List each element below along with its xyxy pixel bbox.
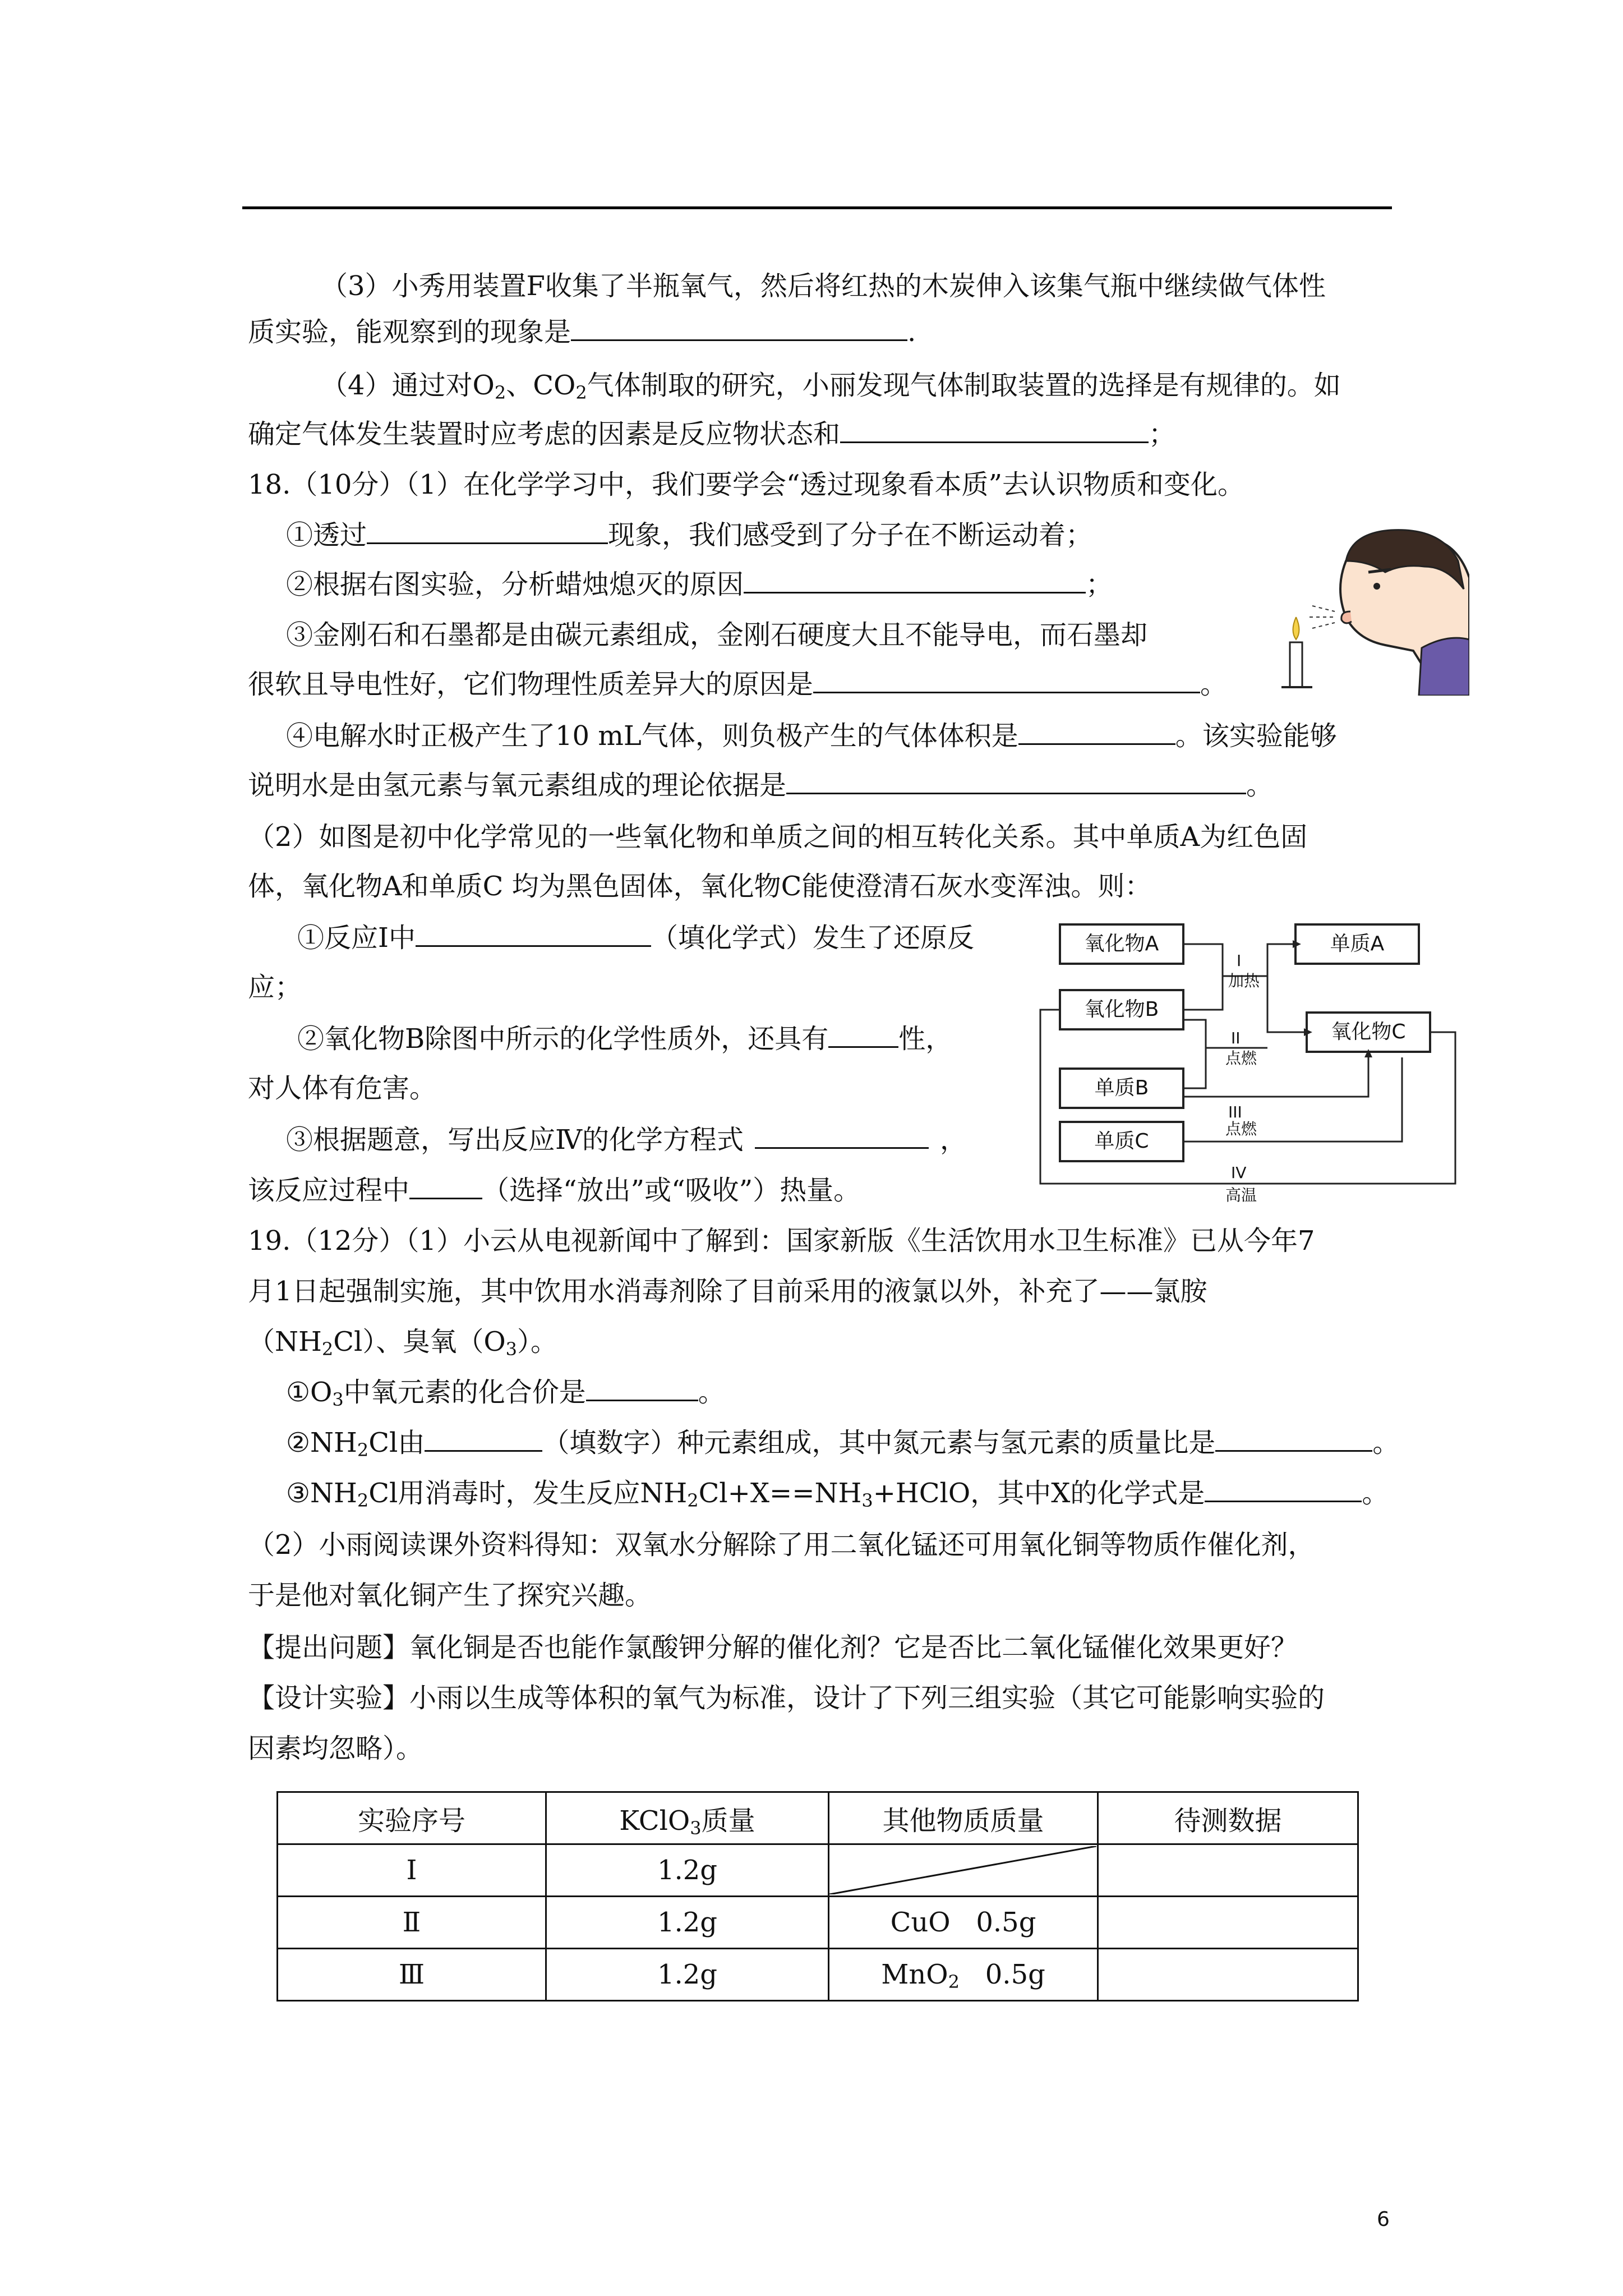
- table-cell: MnO$_2$ 0.5g: [829, 1949, 1098, 2001]
- boy-blowing-candle-illustration: [1279, 527, 1469, 696]
- reaction-iii-number: III: [1228, 1103, 1242, 1121]
- q19-item1: $①O_3$中氧元素的化合价是 。: [286, 1374, 725, 1410]
- q18-item3-line1: ③金刚石和石墨都是由碳元素组成，金刚石硬度大且不能导电，而石墨却: [286, 619, 1148, 651]
- element-c-label: 单质C: [1094, 1130, 1149, 1153]
- answer-blank[interactable]: [586, 1375, 698, 1401]
- header-rule: [242, 206, 1392, 209]
- answer-blank[interactable]: [755, 1122, 929, 1149]
- table-row: [278, 1897, 1358, 1949]
- q18-item1: ①透过 现象，我们感受到了分子在不断运动着；: [286, 517, 1092, 553]
- q19-design-line1: 【设计实验】小雨以生成等体积的氧气为标准，设计了下列三组实验（其它可能影响实验的: [248, 1682, 1325, 1714]
- answer-blank[interactable]: [1018, 719, 1175, 745]
- reaction-iv-number: IV: [1231, 1163, 1247, 1182]
- table-cell: 1.2g: [546, 1949, 828, 2001]
- reaction-i-condition: 加热: [1228, 972, 1260, 990]
- answer-blank[interactable]: [367, 518, 608, 544]
- table-cell: [1098, 1949, 1358, 2001]
- q18-p2-item2-cont: 对人体有危害。: [248, 1073, 437, 1104]
- element-a-label: 单质A: [1330, 932, 1385, 955]
- answer-blank[interactable]: [744, 567, 1086, 593]
- q17-part3-line2: 质实验，能观察到的现象是 .: [248, 314, 916, 350]
- answer-blank[interactable]: [1205, 1476, 1362, 1502]
- answer-blank[interactable]: [840, 417, 1149, 443]
- conversion-diagram: [1038, 920, 1469, 1212]
- reaction-ii-condition: 点燃: [1225, 1049, 1257, 1068]
- oxide-c-label: 氧化物C: [1331, 1020, 1406, 1043]
- q19-item2: $②NH_2Cl$由 （填数字）种元素组成，其中氮元素与氢元素的质量比是 。: [286, 1425, 1399, 1461]
- q18-p2-item1: ①反应Ⅰ中 （填化学式）发生了还原反: [297, 920, 974, 956]
- table-row: [278, 1844, 1358, 1897]
- reaction-i-to-oxide-c: [1267, 976, 1304, 1032]
- q19-item3: $③NH_2Cl$用消毒时，发生反应$NH_2Cl+X==NH_3+HClO$，其中X的化学式是 。: [286, 1475, 1389, 1511]
- answer-blank[interactable]: [1215, 1425, 1372, 1452]
- table-cell: Ⅱ: [278, 1897, 546, 1949]
- table-row: [278, 1949, 1358, 2001]
- answer-blank[interactable]: [828, 1022, 898, 1048]
- table-cell: 1.2g: [546, 1897, 828, 1949]
- q19-header-line2: 月1日起强制实施，其中饮用水消毒剂除了目前采用的液氯以外，补充了——氯胺: [248, 1276, 1207, 1307]
- oxide-b-label: 氧化物B: [1084, 998, 1159, 1021]
- answer-blank[interactable]: [813, 667, 1200, 693]
- reaction-ii-number: II: [1231, 1029, 1241, 1047]
- diagonal-slash: [829, 1846, 1096, 1894]
- table-cell-empty-slashed: [829, 1844, 1098, 1897]
- reaction-ii-from-element-b: [1183, 1048, 1206, 1088]
- q19-part2-line1: （2）小雨阅读课外资料得知：双氧水分解除了用二氧化锰还可用氧化铜等物质作催化剂，: [248, 1529, 1315, 1561]
- q17-part3-line1: （3）小秀用装置F收集了半瓶氧气，然后将红热的木炭伸入该集气瓶中继续做气体性: [321, 270, 1326, 302]
- answer-blank[interactable]: [786, 768, 1246, 794]
- table-header-cell: 其他物质质量: [829, 1792, 1098, 1844]
- q19-part2-line2: 于是他对氧化铜产生了探究兴趣。: [248, 1580, 652, 1611]
- reaction-iii-condition: 点燃: [1225, 1120, 1257, 1138]
- table-header-cell: 待测数据: [1098, 1792, 1358, 1844]
- q18-item4-line2: 说明水是由氢元素与氧元素组成的理论依据是 。: [248, 767, 1273, 803]
- oxide-a-label: 氧化物A: [1084, 932, 1159, 955]
- reaction-iii-connector: [1183, 1057, 1368, 1097]
- q18-part2-line2: 体，氧化物A和单质C 均为黑色固体，氧化物C能使澄清石灰水变浑浊。则：: [248, 871, 1152, 902]
- page-number: 6: [1377, 2208, 1390, 2231]
- q18-header: 18.（10分）（1）在化学学习中，我们要学会“透过现象看本质”去认识物质和变化。: [248, 469, 1245, 500]
- reaction-i-number: I: [1237, 951, 1242, 970]
- q17-part4-line1: （4）通过对$O_2$、$CO_2$气体制取的研究，小丽发现气体制取装置的选择是有规律的。如: [321, 370, 1341, 403]
- q18-item4-line1: ④电解水时正极产生了10 mL气体，则负极产生的气体体积是 。该实验能够: [286, 718, 1337, 754]
- table-cell: Ⅲ: [278, 1949, 546, 2001]
- reaction-ii-connector: [1183, 1020, 1267, 1048]
- q19-design-line2: 因素均忽略）。: [248, 1733, 423, 1764]
- answer-blank[interactable]: [416, 921, 651, 947]
- table-cell: [1098, 1844, 1358, 1897]
- element-b-label: 单质B: [1094, 1076, 1149, 1099]
- q18-p2-item1-cont: 应；: [248, 972, 302, 1003]
- experiment-table: [276, 1791, 1359, 2001]
- table-cell: 1.2g: [546, 1844, 828, 1897]
- q18-item3-line2: 很软且导电性好，它们物理性质差异大的原因是 。: [248, 666, 1227, 702]
- reaction-i-connector: [1183, 944, 1223, 1010]
- q19-header-line3: $(NH_2Cl)$、臭氧$(O_3)$。: [248, 1326, 558, 1360]
- answer-blank[interactable]: [571, 315, 907, 341]
- q18-item2: ②根据右图实验，分析蜡烛熄灭的原因 ；: [286, 567, 1113, 602]
- q19-header-line1: 19.（12分）（1）小云从电视新闻中了解到：国家新版《生活饮用水卫生标准》已从今年7: [248, 1225, 1315, 1257]
- q18-p2-item2: ②氧化物B除图中所示的化学性质外，还具有 性，: [297, 1021, 952, 1057]
- answer-blank[interactable]: [425, 1425, 542, 1452]
- table-cell: CuO 0.5g: [829, 1897, 1098, 1949]
- table-header-row: [278, 1792, 1358, 1844]
- q17-part4-line2: 确定气体发生装置时应考虑的因素是反应物状态和 ；: [248, 416, 1175, 452]
- table-header-cell: KClO$_3$质量: [546, 1792, 828, 1844]
- q18-p2-item3: ③根据题意，写出反应Ⅳ的化学方程式 ，: [286, 1122, 967, 1158]
- table-cell: Ⅰ: [278, 1844, 546, 1897]
- table-cell: [1098, 1897, 1358, 1949]
- q18-p2-item3-cont: 该反应过程中 （选择“放出”或“吸收”）热量。: [248, 1172, 860, 1208]
- table-header-cell: 实验序号: [278, 1792, 546, 1844]
- reaction-iv-condition: 高温: [1225, 1186, 1257, 1204]
- answer-blank[interactable]: [409, 1173, 482, 1199]
- q18-part2-line1: （2）如图是初中化学常见的一些氧化物和单质之间的相互转化关系。其中单质A为红色固: [248, 821, 1308, 853]
- q19-question: 【提出问题】氧化铜是否也能作氯酸钾分解的催化剂？它是否比二氧化锰催化效果更好？: [248, 1632, 1298, 1663]
